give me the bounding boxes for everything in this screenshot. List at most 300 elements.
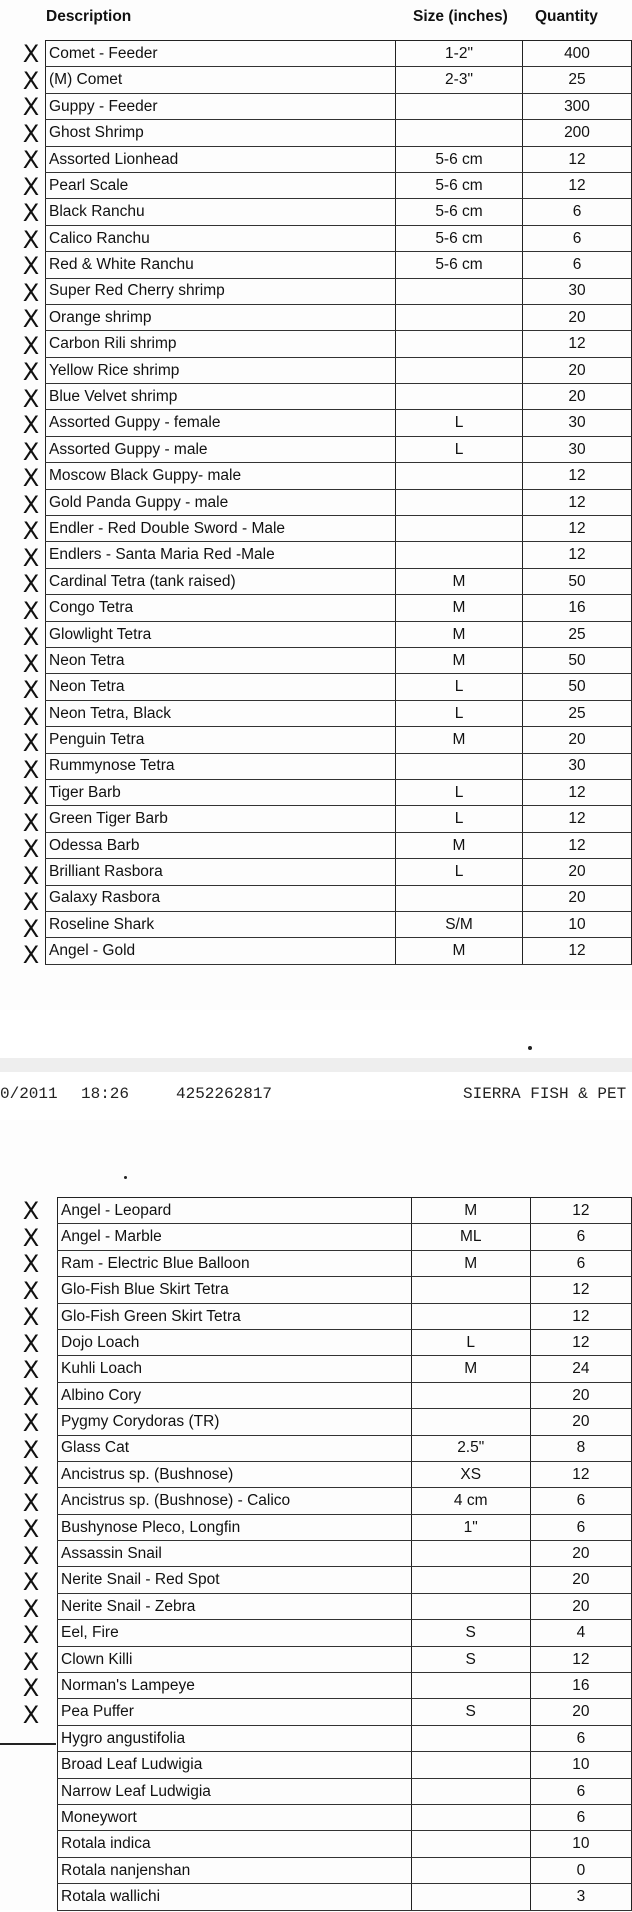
item-quantity: 6 xyxy=(530,1514,631,1540)
item-size: 2-3" xyxy=(396,67,523,93)
handwritten-check-mark xyxy=(18,1835,44,1859)
table-row xyxy=(58,1752,632,1778)
item-quantity: 24 xyxy=(530,1356,631,1382)
table-row xyxy=(58,1514,632,1540)
handwritten-check-mark: X xyxy=(22,702,40,731)
item-quantity: 20 xyxy=(530,1567,631,1593)
item-size: M xyxy=(396,621,523,647)
item-description: Red & White Ranchu xyxy=(46,252,396,278)
item-size: M xyxy=(411,1250,530,1276)
table-row xyxy=(46,674,632,700)
handwritten-check-mark: X xyxy=(22,1382,40,1411)
handwritten-check-mark: X xyxy=(22,888,40,916)
handwritten-check-mark: X xyxy=(22,1356,40,1384)
table-row xyxy=(58,1303,632,1329)
handwritten-check-mark: X xyxy=(22,411,40,439)
handwritten-check-mark: X xyxy=(22,1700,40,1729)
table-row xyxy=(46,489,632,515)
item-quantity: 12 xyxy=(523,489,632,515)
item-quantity: 12 xyxy=(530,1198,631,1224)
table-row xyxy=(46,357,632,383)
item-description: Yellow Rice shrimp xyxy=(46,357,396,383)
item-quantity: 0 xyxy=(530,1857,631,1883)
table-row xyxy=(46,885,632,911)
table-row xyxy=(46,727,632,753)
item-size: L xyxy=(396,410,523,436)
table-row xyxy=(46,516,632,542)
item-description: Glo-Fish Blue Skirt Tetra xyxy=(58,1277,412,1303)
item-description: Glowlight Tetra xyxy=(46,621,396,647)
item-quantity: 6 xyxy=(530,1250,631,1276)
table-row xyxy=(58,1435,632,1461)
handwritten-check-mark xyxy=(18,1809,44,1833)
item-size xyxy=(396,753,523,779)
table-row xyxy=(46,93,632,119)
handwritten-check-mark: X xyxy=(22,1223,40,1252)
item-description: Blue Velvet shrimp xyxy=(46,384,396,410)
item-quantity: 50 xyxy=(523,568,632,594)
item-size: 5-6 cm xyxy=(396,252,523,278)
item-description: Cardinal Tetra (tank raised) xyxy=(46,568,396,594)
item-size: S xyxy=(411,1646,530,1672)
table-row xyxy=(58,1198,632,1224)
item-size xyxy=(411,1567,530,1593)
item-size xyxy=(411,1831,530,1857)
item-quantity: 50 xyxy=(523,647,632,673)
handwritten-check-mark: X xyxy=(22,623,40,651)
handwritten-check-mark xyxy=(18,1729,44,1753)
handwritten-check-mark: X xyxy=(22,146,40,174)
item-size: L xyxy=(396,779,523,805)
table-row xyxy=(46,779,632,805)
handwritten-check-mark: X xyxy=(22,437,40,466)
item-size xyxy=(396,357,523,383)
item-size xyxy=(411,1541,530,1567)
item-description: Neon Tetra xyxy=(46,647,396,673)
item-size: M xyxy=(396,647,523,673)
item-description: Green Tiger Barb xyxy=(46,806,396,832)
handwritten-check-mark: X xyxy=(22,464,40,492)
item-description: Neon Tetra, Black xyxy=(46,700,396,726)
item-description: Endlers - Santa Maria Red -Male xyxy=(46,542,396,568)
table-row xyxy=(58,1778,632,1804)
table-row xyxy=(58,1541,632,1567)
handwritten-check-mark: X xyxy=(22,1621,40,1649)
fax-sender: SIERRA FISH & PET xyxy=(463,1085,627,1103)
table-row xyxy=(46,410,632,436)
item-description: Guppy - Feeder xyxy=(46,93,396,119)
item-description: Nerite Snail - Zebra xyxy=(58,1593,412,1619)
fax-phone: 4252262817 xyxy=(176,1085,273,1103)
handwritten-check-mark: X xyxy=(22,1462,40,1490)
item-description: Orange shrimp xyxy=(46,304,396,330)
item-description: Moneywort xyxy=(58,1804,412,1830)
item-quantity: 12 xyxy=(523,331,632,357)
item-size xyxy=(396,516,523,542)
item-size xyxy=(411,1804,530,1830)
item-quantity: 20 xyxy=(523,885,632,911)
item-quantity: 6 xyxy=(530,1488,631,1514)
table-row xyxy=(46,859,632,885)
item-description: Clown Killi xyxy=(58,1646,412,1672)
item-quantity: 20 xyxy=(523,357,632,383)
item-description: Albino Cory xyxy=(58,1382,412,1408)
item-size xyxy=(411,1409,530,1435)
handwritten-check-mark xyxy=(18,1862,44,1886)
handwritten-check-mark: X xyxy=(22,596,40,625)
table-row xyxy=(58,1831,632,1857)
item-size: L xyxy=(396,806,523,832)
item-quantity: 25 xyxy=(523,621,632,647)
item-quantity: 20 xyxy=(530,1699,631,1725)
item-size: M xyxy=(396,832,523,858)
size-header: Size (inches) xyxy=(413,8,508,25)
table-row xyxy=(46,172,632,198)
table-row xyxy=(46,120,632,146)
item-quantity: 30 xyxy=(523,410,632,436)
item-quantity: 20 xyxy=(530,1541,631,1567)
item-quantity: 12 xyxy=(530,1646,631,1672)
item-quantity: 30 xyxy=(523,436,632,462)
handwritten-check-mark: X xyxy=(22,1276,40,1305)
table-row xyxy=(58,1884,632,1910)
item-description: (M) Comet xyxy=(46,67,396,93)
table-row xyxy=(46,463,632,489)
item-quantity: 6 xyxy=(523,199,632,225)
item-description: Narrow Leaf Ludwigia xyxy=(58,1778,412,1804)
item-description: Kuhli Loach xyxy=(58,1356,412,1382)
handwritten-check-mark: X xyxy=(22,808,40,837)
item-quantity: 200 xyxy=(523,120,632,146)
item-size: M xyxy=(411,1356,530,1382)
item-description: Angel - Leopard xyxy=(58,1198,412,1224)
handwritten-check-mark: X xyxy=(22,1197,40,1225)
table-row xyxy=(58,1356,632,1382)
handwritten-check-mark: X xyxy=(22,861,40,890)
item-size: M xyxy=(396,938,523,964)
item-size xyxy=(396,331,523,357)
item-quantity: 12 xyxy=(530,1277,631,1303)
item-quantity: 12 xyxy=(530,1303,631,1329)
item-description: Roseline Shark xyxy=(46,911,396,937)
item-size: M xyxy=(396,595,523,621)
item-quantity: 12 xyxy=(523,463,632,489)
table-row xyxy=(46,304,632,330)
handwritten-check-mark: X xyxy=(22,1250,40,1278)
item-description: Glass Cat xyxy=(58,1435,412,1461)
order-sheet-page-2 xyxy=(0,1120,632,1910)
handwritten-check-mark: X xyxy=(22,331,40,360)
handwritten-check-mark: X xyxy=(22,490,40,519)
handwritten-check-mark: X xyxy=(22,729,40,757)
table-row xyxy=(58,1804,632,1830)
table-row xyxy=(46,67,632,93)
item-size xyxy=(411,1725,530,1751)
item-size: M xyxy=(396,568,523,594)
handwritten-check-mark: X xyxy=(22,384,40,413)
table-row xyxy=(46,278,632,304)
handwritten-check-mark: X xyxy=(22,1594,40,1623)
handwritten-check-mark: X xyxy=(22,199,40,227)
item-description: Broad Leaf Ludwigia xyxy=(58,1752,412,1778)
item-description: Assorted Guppy - male xyxy=(46,436,396,462)
item-size xyxy=(411,1673,530,1699)
item-description: Pea Puffer xyxy=(58,1699,412,1725)
item-size: XS xyxy=(411,1461,530,1487)
handwritten-check-mark: X xyxy=(22,914,40,943)
handwritten-check-mark: X xyxy=(22,941,40,969)
table-row xyxy=(46,647,632,673)
table-row xyxy=(58,1567,632,1593)
handwritten-check-mark: X xyxy=(22,225,40,254)
item-size xyxy=(411,1593,530,1619)
handwritten-check-mark: X xyxy=(22,835,40,863)
item-description: Super Red Cherry shrimp xyxy=(46,278,396,304)
item-quantity: 12 xyxy=(530,1329,631,1355)
item-description: Norman's Lampeye xyxy=(58,1673,412,1699)
item-description: Rotala indica xyxy=(58,1831,412,1857)
item-description: Pygmy Corydoras (TR) xyxy=(58,1409,412,1435)
handwritten-check-mark: X xyxy=(22,305,40,333)
table-row xyxy=(46,331,632,357)
item-quantity: 20 xyxy=(523,304,632,330)
item-description: Odessa Barb xyxy=(46,832,396,858)
item-size xyxy=(411,1778,530,1804)
table-row xyxy=(58,1725,632,1751)
item-size: 5-6 cm xyxy=(396,225,523,251)
item-quantity: 6 xyxy=(523,225,632,251)
item-size xyxy=(396,489,523,515)
item-size xyxy=(396,93,523,119)
item-size: 5-6 cm xyxy=(396,172,523,198)
item-description: Angel - Gold xyxy=(46,938,396,964)
handwritten-check-mark: X xyxy=(22,40,40,68)
handwritten-check-mark: X xyxy=(22,1647,40,1676)
table-row xyxy=(46,621,632,647)
item-description: Eel, Fire xyxy=(58,1620,412,1646)
table-row xyxy=(46,542,632,568)
handwritten-check-mark: X xyxy=(22,93,40,121)
handwritten-check-mark: X xyxy=(22,755,40,784)
table-row xyxy=(46,146,632,172)
handwritten-check-mark: X xyxy=(22,1568,40,1596)
item-quantity: 20 xyxy=(530,1593,631,1619)
table-row xyxy=(58,1488,632,1514)
item-quantity: 6 xyxy=(523,252,632,278)
item-size xyxy=(396,304,523,330)
handwritten-check-mark: X xyxy=(22,543,40,572)
item-description: Calico Ranchu xyxy=(46,225,396,251)
item-description: Carbon Rili shrimp xyxy=(46,331,396,357)
item-quantity: 6 xyxy=(530,1224,631,1250)
order-table-page-2 xyxy=(57,1197,632,1911)
item-size xyxy=(411,1752,530,1778)
item-quantity: 6 xyxy=(530,1778,631,1804)
item-description: Angel - Marble xyxy=(58,1224,412,1250)
handwritten-check-mark: X xyxy=(22,1303,40,1331)
table-row xyxy=(58,1646,632,1672)
item-description: Assassin Snail xyxy=(58,1541,412,1567)
item-description: Neon Tetra xyxy=(46,674,396,700)
item-description: Glo-Fish Green Skirt Tetra xyxy=(58,1303,412,1329)
item-size: M xyxy=(396,727,523,753)
item-quantity: 12 xyxy=(523,146,632,172)
handwritten-check-mark: X xyxy=(22,676,40,704)
table-row xyxy=(46,252,632,278)
item-size xyxy=(396,384,523,410)
table-row xyxy=(58,1673,632,1699)
handwritten-check-mark: X xyxy=(22,119,40,148)
table-row xyxy=(46,384,632,410)
item-size: 5-6 cm xyxy=(396,146,523,172)
item-size: 4 cm xyxy=(411,1488,530,1514)
item-size: S xyxy=(411,1699,530,1725)
handwritten-check-mark: X xyxy=(22,278,40,307)
table-row xyxy=(46,595,632,621)
item-quantity: 20 xyxy=(523,384,632,410)
table-row xyxy=(46,806,632,832)
table-row xyxy=(58,1382,632,1408)
item-size: 5-6 cm xyxy=(396,199,523,225)
table-row xyxy=(58,1277,632,1303)
handwritten-check-mark: X xyxy=(22,1674,40,1702)
table-row xyxy=(46,832,632,858)
item-quantity: 20 xyxy=(523,859,632,885)
item-size: L xyxy=(396,436,523,462)
item-quantity: 10 xyxy=(530,1752,631,1778)
item-quantity: 12 xyxy=(523,938,632,964)
table-row xyxy=(58,1593,632,1619)
item-size: L xyxy=(396,700,523,726)
table-row xyxy=(46,225,632,251)
item-quantity: 10 xyxy=(523,911,632,937)
item-description: Ancistrus sp. (Bushnose) - Calico xyxy=(58,1488,412,1514)
item-description: Dojo Loach xyxy=(58,1329,412,1355)
handwritten-check-mark: X xyxy=(22,172,40,201)
item-quantity: 16 xyxy=(523,595,632,621)
item-quantity: 20 xyxy=(530,1409,631,1435)
table-row xyxy=(46,700,632,726)
handwritten-check-mark: X xyxy=(22,1329,40,1358)
fax-date: 0/2011 xyxy=(0,1085,58,1103)
table-row xyxy=(46,436,632,462)
item-quantity: 6 xyxy=(530,1725,631,1751)
item-description: Assorted Guppy - female xyxy=(46,410,396,436)
fax-header-line xyxy=(0,1085,632,1111)
item-description: Penguin Tetra xyxy=(46,727,396,753)
handwritten-check-mark: X xyxy=(22,358,40,386)
table-row xyxy=(46,568,632,594)
handwritten-check-mark: X xyxy=(22,1541,40,1570)
table-row xyxy=(58,1329,632,1355)
item-quantity: 16 xyxy=(530,1673,631,1699)
item-quantity: 12 xyxy=(523,806,632,832)
item-size xyxy=(411,1884,530,1910)
speck xyxy=(528,1046,532,1050)
handwritten-check-mark: X xyxy=(22,1488,40,1517)
item-size xyxy=(396,885,523,911)
quantity-header: Quantity xyxy=(535,8,598,25)
item-description: Rummynose Tetra xyxy=(46,753,396,779)
item-quantity: 25 xyxy=(523,67,632,93)
item-quantity: 8 xyxy=(530,1435,631,1461)
item-description: Rotala wallichi xyxy=(58,1884,412,1910)
item-description: Congo Tetra xyxy=(46,595,396,621)
item-size xyxy=(396,120,523,146)
item-size xyxy=(411,1382,530,1408)
item-description: Rotala nanjenshan xyxy=(58,1857,412,1883)
item-quantity: 50 xyxy=(523,674,632,700)
item-size: 2.5" xyxy=(411,1435,530,1461)
item-size xyxy=(396,542,523,568)
item-description: Comet - Feeder xyxy=(46,41,396,67)
item-size: 1-2" xyxy=(396,41,523,67)
item-size: ML xyxy=(411,1224,530,1250)
item-description: Endler - Red Double Sword - Male xyxy=(46,516,396,542)
table-row xyxy=(58,1224,632,1250)
item-size xyxy=(396,278,523,304)
handwritten-check-mark xyxy=(18,1888,44,1912)
item-quantity: 400 xyxy=(523,41,632,67)
order-table-page-1 xyxy=(45,40,632,965)
table-row xyxy=(58,1461,632,1487)
item-description: Tiger Barb xyxy=(46,779,396,805)
item-size xyxy=(396,463,523,489)
item-quantity: 12 xyxy=(523,172,632,198)
handwritten-check-mark: X xyxy=(22,66,40,95)
fax-page-break xyxy=(0,1058,632,1072)
item-quantity: 12 xyxy=(530,1461,631,1487)
item-quantity: 30 xyxy=(523,278,632,304)
table-row xyxy=(46,199,632,225)
item-quantity: 10 xyxy=(530,1831,631,1857)
item-description: Brilliant Rasbora xyxy=(46,859,396,885)
item-size: S/M xyxy=(396,911,523,937)
item-size: L xyxy=(396,674,523,700)
handwritten-check-mark: X xyxy=(22,517,40,545)
item-size: L xyxy=(411,1329,530,1355)
item-quantity: 12 xyxy=(523,542,632,568)
handwritten-check-mark: X xyxy=(22,649,40,678)
item-description: Ancistrus sp. (Bushnose) xyxy=(58,1461,412,1487)
item-description: Bushynose Pleco, Longfin xyxy=(58,1514,412,1540)
item-description: Hygro angustifolia xyxy=(58,1725,412,1751)
table-row xyxy=(58,1699,632,1725)
table-row xyxy=(58,1857,632,1883)
item-description: Galaxy Rasbora xyxy=(46,885,396,911)
description-header: Description xyxy=(46,8,132,25)
table-row xyxy=(46,938,632,964)
fax-time: 18:26 xyxy=(81,1085,130,1103)
item-size xyxy=(411,1303,530,1329)
item-quantity: 20 xyxy=(530,1382,631,1408)
item-quantity: 25 xyxy=(523,700,632,726)
item-quantity: 3 xyxy=(530,1884,631,1910)
item-size: S xyxy=(411,1620,530,1646)
item-quantity: 12 xyxy=(523,779,632,805)
handwritten-check-mark: X xyxy=(22,252,40,280)
handwritten-line xyxy=(0,1743,56,1745)
item-description: Ghost Shrimp xyxy=(46,120,396,146)
table-row xyxy=(58,1409,632,1435)
table-row xyxy=(46,911,632,937)
handwritten-check-mark xyxy=(18,1756,44,1780)
item-size: M xyxy=(411,1198,530,1224)
table-row xyxy=(46,753,632,779)
item-size xyxy=(411,1857,530,1883)
item-quantity: 20 xyxy=(523,727,632,753)
handwritten-check-mark: X xyxy=(22,1409,40,1437)
